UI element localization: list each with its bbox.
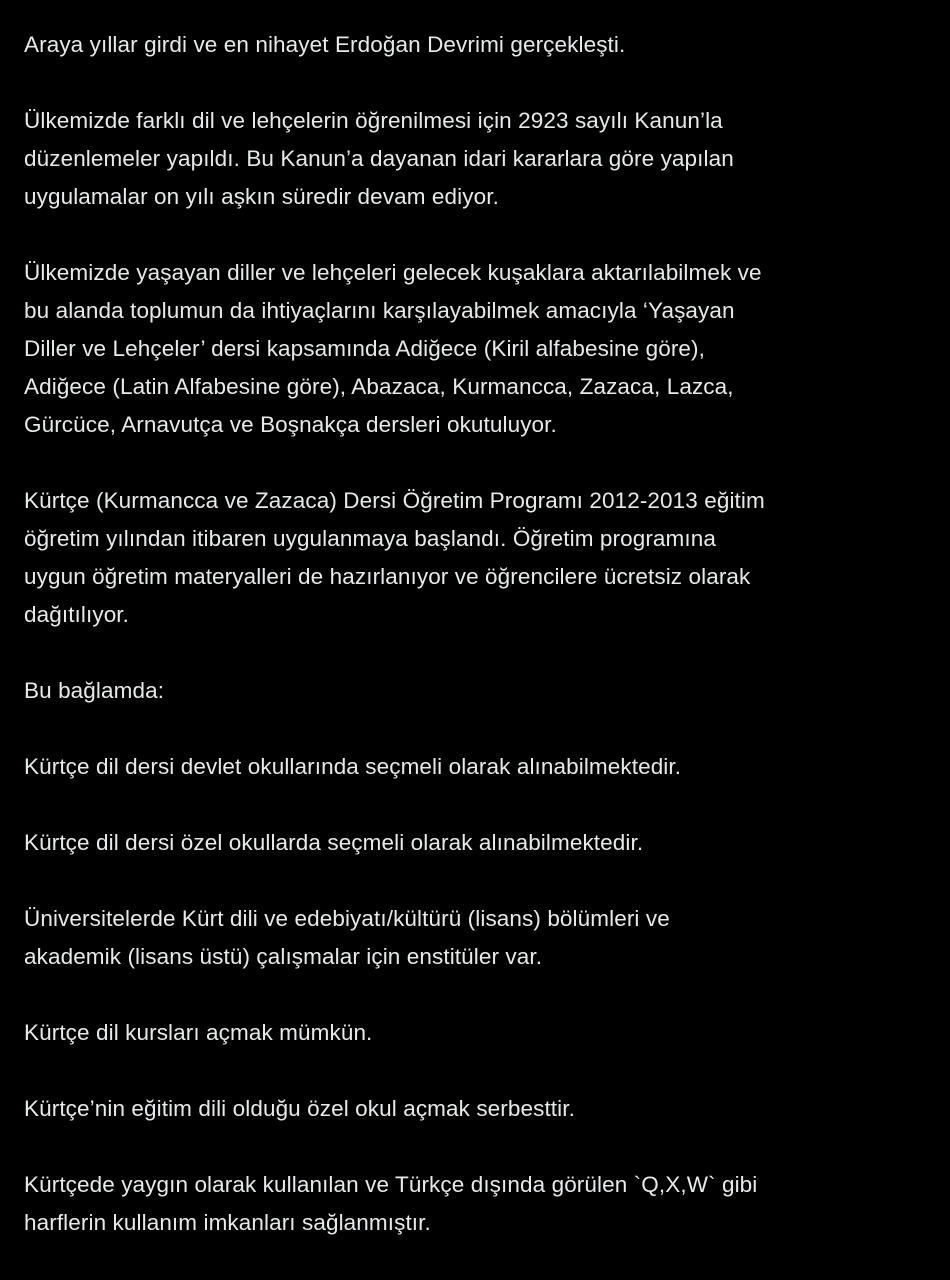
text-line: Kürtçe dil dersi özel okullarda seçmeli olarak alınabilmektedir. xyxy=(24,830,644,855)
text-line: uygun öğretim materyalleri de hazırlanıyor ve öğrencilere ücretsiz olarak xyxy=(24,564,751,589)
paragraph-law-2923 xyxy=(24,102,934,216)
text-line: Ülkemizde farklı dil ve lehçelerin öğrenilmesi için 2923 sayılı Kanun’la xyxy=(24,108,723,133)
text-line: Kürtçe’nin eğitim dili olduğu özel okul açmak serbesttir. xyxy=(24,1096,575,1121)
text-line: akademik (lisans üstü) çalışmalar için enstitüler var. xyxy=(24,944,543,969)
paragraph-context xyxy=(24,672,934,710)
paragraph-intro xyxy=(24,26,934,64)
paragraph-universities xyxy=(24,900,934,976)
text-line: Diller ve Lehçeler’ dersi kapsamında Adiğece (Kiril alfabesine göre), xyxy=(24,336,705,361)
text-line: Kürtçe dil kursları açmak mümkün. xyxy=(24,1020,373,1045)
text-line: Kürtçede yaygın olarak kullanılan ve Türkçe dışında görülen `Q,X,W` gibi xyxy=(24,1172,758,1197)
paragraph-kurdish-curriculum xyxy=(24,482,934,634)
paragraph-living-languages xyxy=(24,254,934,444)
paragraph-education-language xyxy=(24,1090,934,1128)
text-line: uygulamalar on yılı aşkın süredir devam ediyor. xyxy=(24,184,499,209)
text-line: Kürtçe (Kurmancca ve Zazaca) Dersi Öğretim Programı 2012-2013 eğitim xyxy=(24,488,765,513)
text-line: Ülkemizde yaşayan diller ve lehçeleri gelecek kuşaklara aktarılabilmek ve xyxy=(24,260,762,285)
paragraph-state-schools xyxy=(24,748,934,786)
document-body xyxy=(24,26,934,1280)
text-line: öğretim yılından itibaren uygulanmaya başlandı. Öğretim programına xyxy=(24,526,716,551)
text-line: harflerin kullanım imkanları sağlanmıştır. xyxy=(24,1210,431,1235)
text-line: düzenlemeler yapıldı. Bu Kanun’a dayanan idari kararlara göre yapılan xyxy=(24,146,734,171)
text-line: Bu bağlamda: xyxy=(24,678,165,703)
paragraph-letters xyxy=(24,1166,934,1242)
paragraph-courses xyxy=(24,1014,934,1052)
text-line: bu alanda toplumun da ihtiyaçlarını karşılayabilmek amacıyla ‘Yaşayan xyxy=(24,298,735,323)
text-line: Gürcüce, Arnavutça ve Boşnakça dersleri okutuluyor. xyxy=(24,412,557,437)
text-line: dağıtılıyor. xyxy=(24,602,130,627)
paragraph-private-schools xyxy=(24,824,934,862)
text-line: Araya yıllar girdi ve en nihayet Erdoğan Devrimi gerçekleşti. xyxy=(24,32,626,57)
text-line: Adiğece (Latin Alfabesine göre), Abazaca, Kurmancca, Zazaca, Lazca, xyxy=(24,374,734,399)
text-line: Kürtçe dil dersi devlet okullarında seçmeli olarak alınabilmektedir. xyxy=(24,754,682,779)
text-line: Üniversitelerde Kürt dili ve edebiyatı/kültürü (lisans) bölümleri ve xyxy=(24,906,670,931)
